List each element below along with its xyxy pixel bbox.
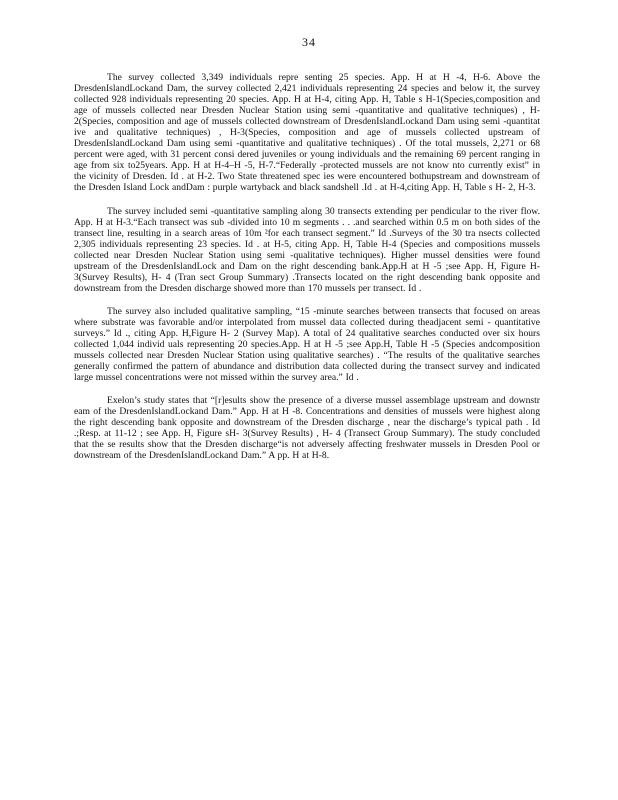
body-text <box>74 72 540 474</box>
paragraph-4: Exelon’s study states that “[r]esults show the presence of a diverse mussel assemblage upstream and downstr eam of the DresdenIslandLockand Dam.” App. H at H -8. Concentrations and densities of mussels were highest along the right descending bank opposite and downstream of the Dresden discharge , near the discharge’s typical path . Id .;Resp. at 11-12 ; see App. H, Figure sH- 3(Survey Results) , H- 4 (Transect Group Summary). The study concluded that the se results show that the Dresden discharge“is not adversely affecting freshwater mussels in Dresden Pool or downstream of the DresdenIslandLockand Dam.” A pp. H at H-8. <box>74 395 540 462</box>
paragraph-3: The survey also included qualitative sampling, “15 -minute searches between transects that focused on areas where substrate was favorable and/or interpolated from mussel data collected during theadjacent semi - quantitative surveys.” Id ., citing App. H,Figure H- 2 (Survey Map). A total of 24 qualitative searches conducted over six hours collected 1,044 individ uals representing 20 species.App. H at H -5 ;see App.H, Table H -5 (Species andcomposition mussels collected near Dresden Nuclear Station using qualitative searches) . “The results of the qualitative searches generally confirmed the pattern of abundance and distribution data collected during the transect survey and indicated large mussel concentrations were not missed within the survey area.” Id . <box>74 305 540 384</box>
paragraph-2: The survey included semi -quantitative sampling along 30 transects extending per pendicular to the river flow. App. H at H-3.“Each transect was sub -divided into 10 m segments . . .and searched within 0.5 m on both sides of the transect line, resulting in a search areas of 10m ²for each transect segment.” Id .Surveys of the 30 tra nsects collected 2,305 individuals representing 23 species. Id . at H-5, citing App. H, Table H-4 (Species and compositions mussels collected near Dresden Nuclear Station using semi -qualitative techniques). Higher mussel densities were found upstream of the DresdenIslandLock and Dam on the right descending bank.App.H at H -5 ;see App. H, Figure H-3(Survey Results), H- 4 (Tran sect Group Summary) .Transects located on the right descending bank opposite and downstream from the Dresden discharge showed more than 170 mussels per transect. Id . <box>74 205 540 294</box>
paragraph-1: The survey collected 3,349 individuals repre senting 25 species. App. H at H -4, H-6. Above the DresdenIslandLockand Dam, the survey collected 2,421 individuals representing 24 species and below it, the survey collected 928 individuals representing 20 species. App. H at H-4, citing App. H, Table s H-1(Species,composition and age of mussels collected near Dresden Nuclear Station using semi -quantitative and qualitative techniques) , H-2(Species, composition and age of mussels collected downstream of DresdenIslandLockand Dam using semi -quantitat ive and qualitative techniques) , H-3(Species, composition and age of mussels collected upstream of DresdenIslandLockand Dam using semi -quantitative and qualitative techniques) . Of the total mussels, 2,271 or 68 percent were aged, with 31 percent consi dered juveniles or young individuals and the remaining 69 percent ranging in age from six to25years. App. H at H-4–H -5, H-7.“Federally -protected mussels are not know nto currently exist” in the vicinity of Dresden. Id . at H-2. Two State threatened spec ies were encountered bothupstream and downstream of the Dresden Island Lock andDam : purple wartyback and black sandshell .Id . at H-4,citing App. H, Table s H- 2, H-3. <box>74 72 540 194</box>
page-number: 34 <box>302 35 316 49</box>
